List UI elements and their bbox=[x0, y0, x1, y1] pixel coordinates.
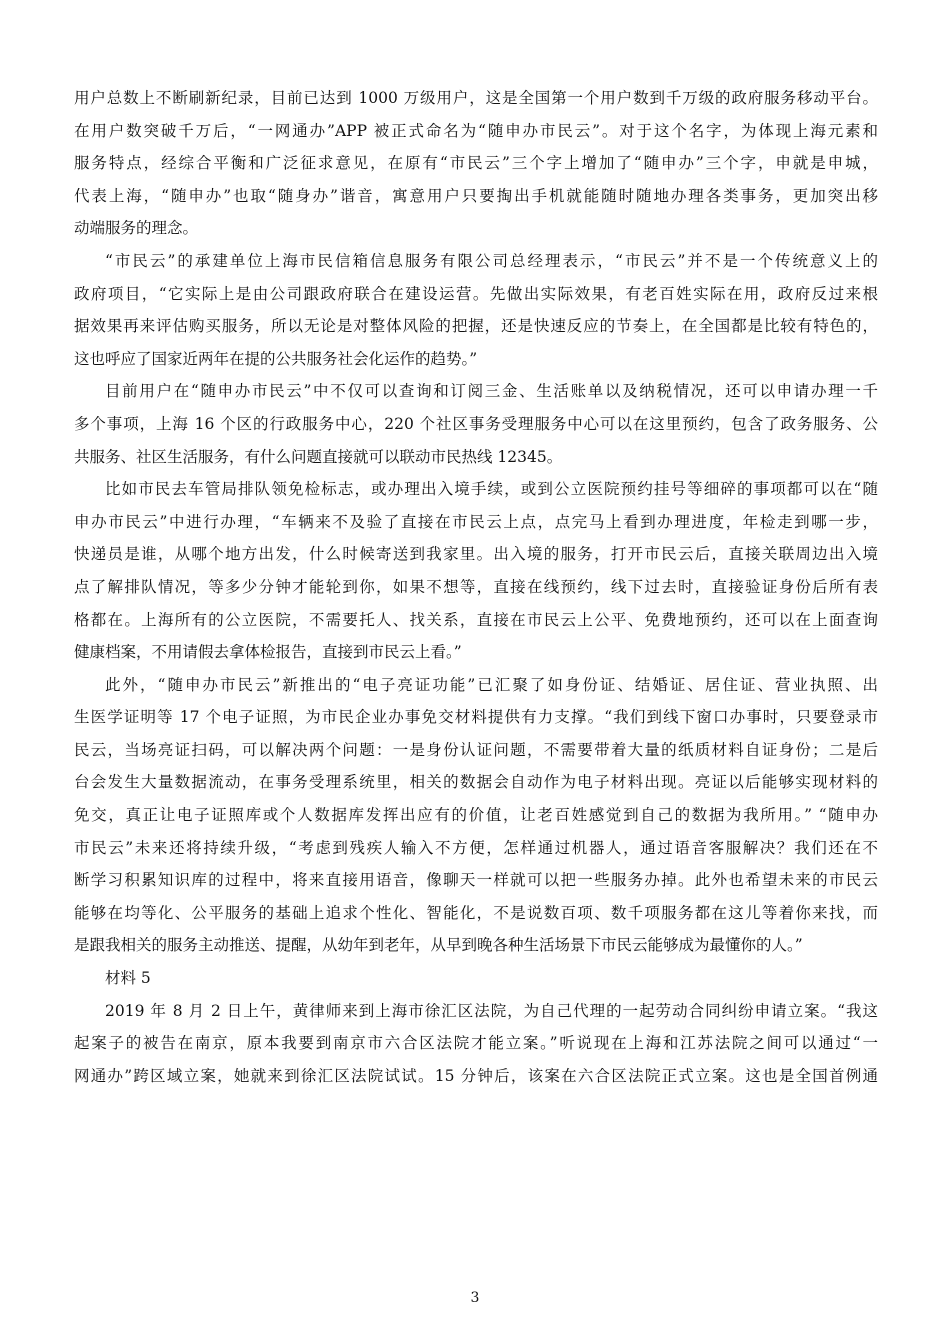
text-line: 服务特点，经综合平衡和广泛征求意见，在原有“市民云”三个字上增加了“随申办”三个字，申就是申城， bbox=[74, 154, 878, 173]
text-line: 是跟我相关的服务主动推送、提醒，从幼年到老年，从早到晚各种生活场景下市民云能够成为最懂你的人。” bbox=[74, 936, 803, 955]
text-line: 格都在。上海所有的公立医院，不需要托人、找关系，直接在市民云上公平、免费地预约，还可以在上面查询 bbox=[74, 610, 878, 629]
text-line: 台会发生大量数据流动，在事务受理系统里，相关的数据会自动作为电子材料出现。亮证以后能够实现材料的 bbox=[74, 773, 878, 792]
text-line: 代表上海，“随申办”也取“随身办”谐音，寓意用户只要掏出手机就能随时随地办理各类事务，更加突出移 bbox=[74, 186, 878, 205]
text-line: 在用户数突破千万后，“一网通办”APP 被正式命名为“随申办市民云”。对于这个名字，为体现上海元素和 bbox=[74, 121, 878, 140]
text-line: 共服务、社区生活服务，有什么问题直接就可以联动市民热线 12345。 bbox=[74, 447, 563, 466]
text-line: 生医学证明等 17 个电子证照，为市民企业办事免交材料提供有力支撑。“我们到线下窗口办事时，只要登录市 bbox=[74, 708, 878, 727]
paragraph bbox=[74, 473, 878, 669]
page-number: 3 bbox=[470, 1290, 480, 1306]
paragraph bbox=[74, 245, 878, 375]
text-line: 免交，真正让电子证照库或个人数据库发挥出应有的价值，让老百姓感觉到自己的数据为我所用。” “随申办 bbox=[74, 806, 878, 825]
paragraph bbox=[74, 669, 878, 962]
paragraph bbox=[74, 962, 878, 995]
text-line: 能够在均等化、公平服务的基础上追求个性化、智能化，不是说数百项、数千项服务都在这儿等着你来找，而 bbox=[74, 903, 878, 922]
text-line: 起案子的被告在南京，原本我要到南京市六合区法院才能立案。”听说现在上海和江苏法院之间可以通过“一 bbox=[74, 1034, 878, 1053]
text-line: 动端服务的理念。 bbox=[74, 219, 199, 238]
text-line: 市民云”未来还将持续升级，“考虑到残疾人输入不方便，怎样通过机器人，通过语音客服解决？我们还在不 bbox=[74, 838, 878, 857]
text-line: 用户总数上不断刷新纪录，目前已达到 1000 万级用户，这是全国第一个用户数到千万级的政府服务移动平台。 bbox=[74, 89, 878, 107]
text-line: 健康档案，不用请假去拿体检报告，直接到市民云上看。” bbox=[74, 643, 462, 662]
text-line: 目前用户在“随申办市民云”中不仅可以查询和订阅三金、生活账单以及纳税情况，还可以申请办理一千 bbox=[105, 382, 878, 401]
text-line: 点了解排队情况，等多少分钟才能轮到你，如果不想等，直接在线预约，线下过去时，直接验证身份后所有表 bbox=[74, 577, 878, 596]
paragraph bbox=[74, 82, 878, 245]
text-line: 网通办”跨区域立案，她就来到徐汇区法院试试。15 分钟后，该案在六合区法院正式立案。这也是全国首例通 bbox=[74, 1066, 878, 1085]
text-line: 比如市民去车管局排队领免检标志，或办理出入境手续，或到公立医院预约挂号等细碎的事项都可以在“随 bbox=[105, 480, 878, 499]
text-line: 民云，当场亮证扫码，可以解决两个问题：一是身份认证问题，不需要带着大量的纸质材料自证身份；二是后 bbox=[74, 740, 878, 759]
text-line: 多个事项，上海 16 个区的行政服务中心，220 个社区事务受理服务中心可以在这里预约，包含了政务服务、公 bbox=[74, 414, 878, 433]
text-line: 这也呼应了国家近两年在提的公共服务社会化运作的趋势。” bbox=[74, 349, 478, 368]
text-line: 申办市民云”中进行办理，“车辆来不及验了直接在市民云上点，点完马上看到办理进度，年检走到哪一步， bbox=[74, 512, 878, 531]
text-line: 断学习积累知识库的过程中，将来直接用语音，像聊天一样就可以把一些服务办掉。此外也希望未来的市民云 bbox=[74, 871, 878, 890]
document-body bbox=[74, 82, 878, 1092]
text-line: 材料 5 bbox=[105, 969, 151, 988]
text-line: 据效果再来评估购买服务，所以无论是对整体风险的把握，还是快速反应的节奏上，在全国都是比较有特色的， bbox=[74, 317, 878, 336]
text-line: 政府项目，“它实际上是由公司跟政府联合在建设运营。先做出实际效果，有老百姓实际在用，政府反过来根 bbox=[74, 284, 878, 303]
text-line: 2019 年 8 月 2 日上午，黄律师来到上海市徐汇区法院，为自己代理的一起劳动合同纠纷申请立案。“我这 bbox=[105, 1001, 878, 1020]
text-line: 快递员是谁，从哪个地方出发，什么时候寄送到我家里。出入境的服务，打开市民云后，直接关联周边出入境 bbox=[74, 545, 878, 564]
text-line: “市民云”的承建单位上海市民信箱信息服务有限公司总经理表示，“市民云”并不是一个传统意义上的 bbox=[105, 251, 878, 270]
text-line: 此外，“随申办市民云”新推出的“电子亮证功能”已汇聚了如身份证、结婚证、居住证、营业执照、出 bbox=[105, 675, 878, 694]
paragraph bbox=[74, 375, 878, 473]
paragraph bbox=[74, 995, 878, 1093]
